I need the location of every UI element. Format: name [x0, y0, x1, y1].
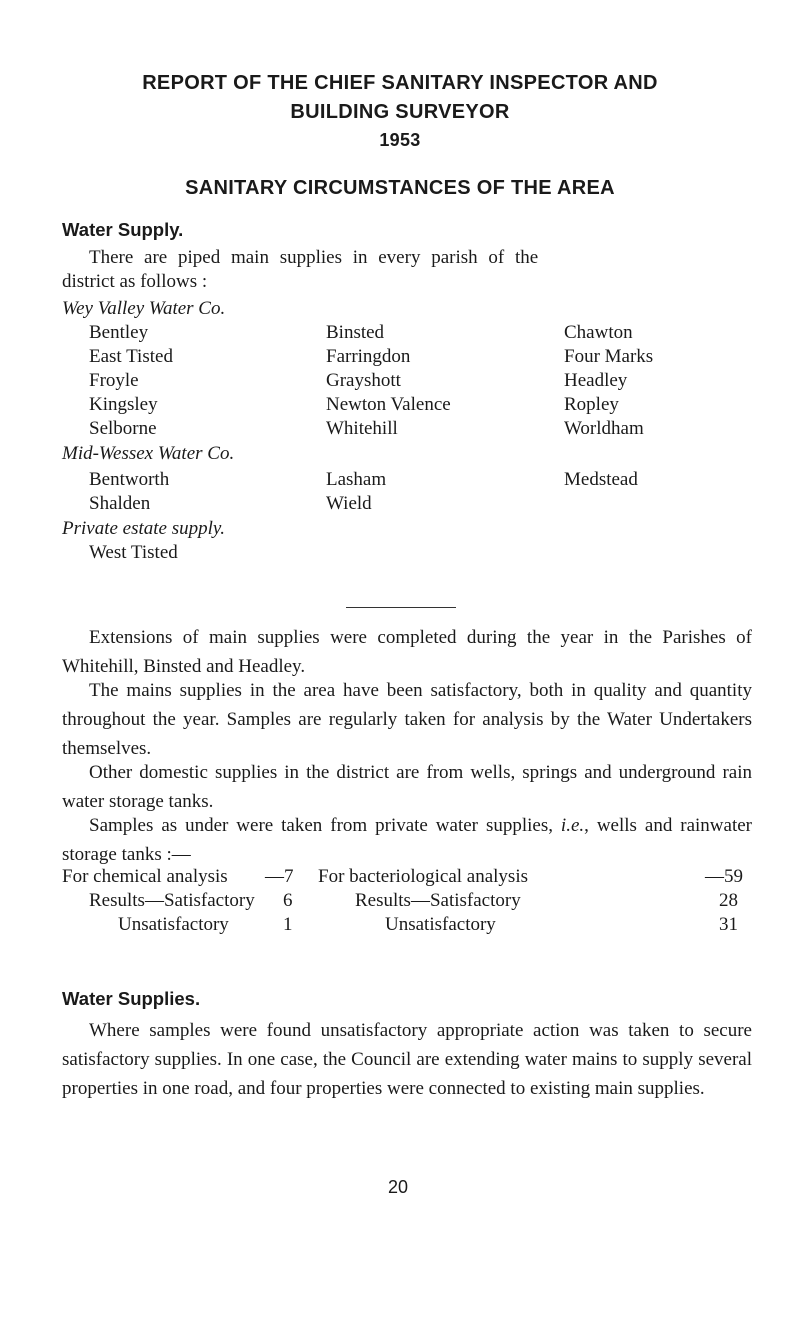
- chemical-satisfactory-count: 6: [283, 890, 293, 911]
- samples-text-end: , wells and rainwater storage tanks :—: [62, 815, 752, 865]
- parish-item: Bentworth: [89, 469, 170, 490]
- parish-item: Grayshott: [326, 370, 401, 391]
- parish-item: Headley: [564, 370, 628, 391]
- parish-item: Farringdon: [326, 346, 411, 367]
- samples-paragraph: [62, 811, 752, 869]
- section-divider: [346, 607, 456, 608]
- parish-item: Whitehill: [326, 418, 398, 439]
- parish-item: Wield: [326, 493, 372, 514]
- parish-item: Shalden: [89, 493, 151, 514]
- parish-item: Ropley: [564, 394, 619, 415]
- page-number: 20: [388, 1177, 409, 1197]
- parish-item: Lasham: [326, 469, 387, 490]
- extensions-paragraph: Extensions of main supplies were completed during the year in the Parishes of Whitehill, Binsted and Headley.: [62, 627, 752, 677]
- section-title: SANITARY CIRCUMSTANCES OF THE AREA: [185, 177, 615, 199]
- report-title-line-1: REPORT OF THE CHIEF SANITARY INSPECTOR AND: [142, 72, 658, 94]
- other-supplies-paragraph: Other domestic supplies in the district are from wells, springs and underground rain water storage tanks.: [62, 762, 752, 812]
- bacteriological-analysis-total: —59: [705, 866, 743, 887]
- chemical-analysis-total: —7: [265, 866, 294, 887]
- parish-item: Froyle: [89, 370, 139, 391]
- intro-line-2: district as follows :: [62, 271, 208, 292]
- parish-item: Binsted: [326, 322, 385, 343]
- parish-item: Worldham: [564, 418, 644, 439]
- water-supply-heading: Water Supply.: [62, 219, 184, 240]
- parish-item: Selborne: [89, 418, 157, 439]
- mains-paragraph: The mains supplies in the area have been satisfactory, both in quality and quantity throughout the year. Samples are regularly taken for analysis by the Water Undertakers themselves.: [62, 680, 752, 759]
- parish-item: Bentley: [89, 322, 149, 343]
- bacteriological-analysis-label: For bacteriological analysis: [318, 866, 528, 887]
- bacteriological-unsatisfactory-count: 31: [719, 914, 738, 935]
- parish-item: West Tisted: [89, 542, 178, 563]
- chemical-analysis-label: For chemical analysis: [62, 866, 228, 887]
- parish-item: East Tisted: [89, 346, 173, 367]
- report-year: 1953: [379, 130, 421, 150]
- intro-line-1: There are piped main supplies in every parish of the: [89, 247, 539, 268]
- group-name-mid-wessex: Mid-Wessex Water Co.: [62, 443, 235, 464]
- chemical-unsatisfactory-count: 1: [283, 914, 293, 935]
- report-title-line-2: BUILDING SURVEYOR: [290, 101, 510, 123]
- parish-item: Medstead: [564, 469, 638, 490]
- group-name-private-estate: Private estate supply.: [62, 518, 226, 539]
- chemical-unsatisfactory-label: Unsatisfactory: [118, 914, 229, 935]
- group-name-wey-valley: Wey Valley Water Co.: [62, 298, 226, 319]
- parish-item: Chawton: [564, 322, 633, 343]
- water-supplies-paragraph: Where samples were found unsatisfactory appropriate action was taken to secure satisfactory supplies. In one case, the Council are extending water mains to supply several properties in one road, and four properties were connected to existing main supplies.: [62, 1020, 752, 1099]
- bacteriological-satisfactory-count: 28: [719, 890, 738, 911]
- water-supplies-heading: Water Supplies.: [62, 988, 201, 1009]
- samples-text-start: Samples as under were taken from private water supplies,: [89, 815, 561, 836]
- samples-ie: i.e.: [560, 815, 585, 836]
- bacteriological-unsatisfactory-label: Unsatisfactory: [385, 914, 496, 935]
- parish-item: Newton Valence: [326, 394, 451, 415]
- bacteriological-satisfactory-label: Results—Satisfactory: [355, 890, 521, 911]
- parish-item: Four Marks: [564, 346, 654, 367]
- parish-item: Kingsley: [89, 394, 158, 415]
- chemical-satisfactory-label: Results—Satisfactory: [89, 890, 255, 911]
